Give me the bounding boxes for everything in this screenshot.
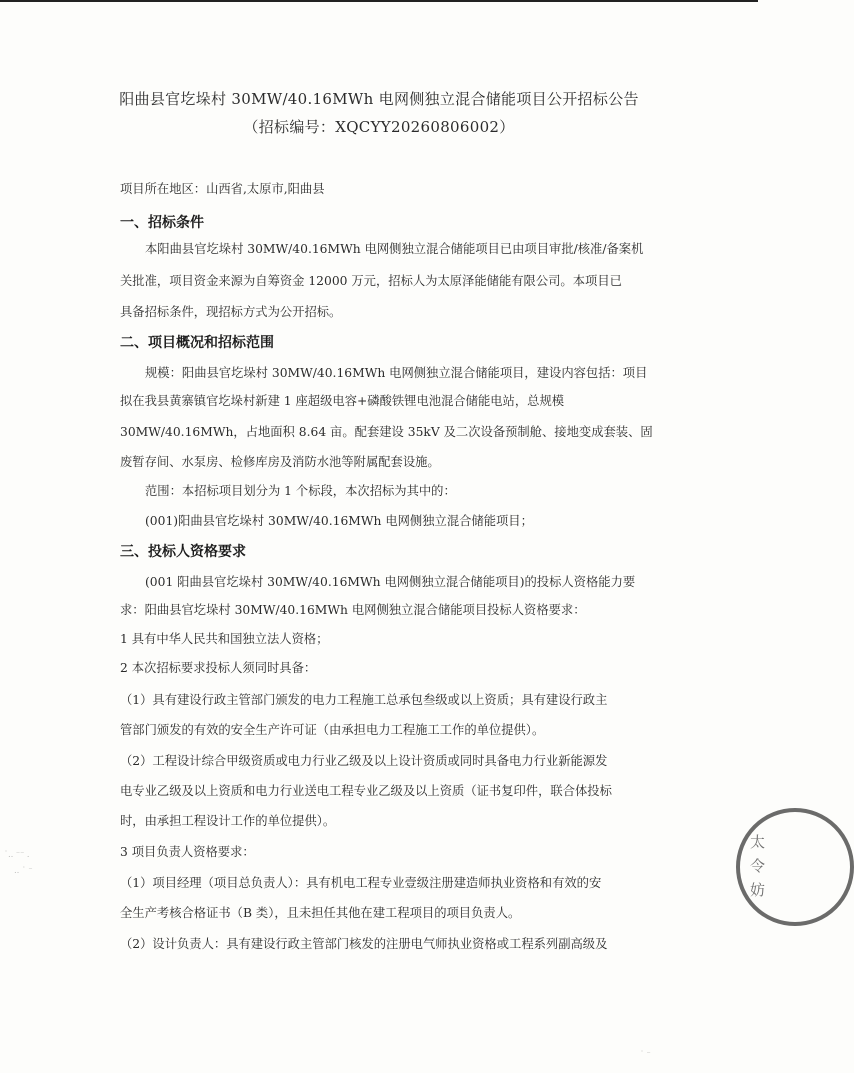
project-region: 项目所在地区：山西省,太原市,阳曲县 bbox=[120, 182, 325, 196]
paragraph-line: （2）设计负责人：具有建设行政主管部门核发的注册电气师执业资格或工程系列副高级及 bbox=[120, 937, 608, 951]
paragraph-line: (001 阳曲县官圪垛村 30MW/40.16MWh 电网侧独立混合储能项目)的投标人资格能力要 bbox=[145, 575, 636, 589]
paragraph-line: 全生产考核合格证书（B 类），且未担任其他在建工程项目的项目负责人。 bbox=[120, 906, 521, 920]
paragraph-line: 2 本次招标要求投标人须同时具备： bbox=[120, 661, 317, 675]
scan-artifact: ˙ ⁻ bbox=[640, 1050, 651, 1059]
paragraph-line: （1）具有建设行政主管部门颁发的电力工程施工总承包叁级或以上资质；具有建设行政主 bbox=[120, 693, 608, 707]
scan-artifact: ‥ ˙ ⁻ bbox=[14, 866, 33, 875]
paragraph-line: 电专业乙级及以上资质和电力行业送电工程专业乙级及以上资质（证书复印件，联合体投标 bbox=[120, 784, 612, 798]
paragraph-line: 废暂存间、水泵房、检修库房及消防水池等附属配套设施。 bbox=[120, 455, 440, 469]
seal-char: 令 bbox=[750, 857, 766, 875]
seal-char: 妨 bbox=[750, 881, 766, 899]
paragraph-line: 时，由承担工程设计工作的单位提供）。 bbox=[120, 814, 336, 828]
paragraph-line: 30MW/40.16MWh，占地面积 8.64 亩。配套建设 35kV 及二次设备预制舱、接地变成套装、固 bbox=[120, 425, 653, 439]
section-heading-2: 二、项目概况和招标范围 bbox=[120, 335, 274, 351]
paragraph-line: 关批准，项目资金来源为自筹资金 12000 万元，招标人为太原泽能储能有限公司。本项目已 bbox=[120, 274, 622, 288]
paragraph-line: 本阳曲县官圪垛村 30MW/40.16MWh 电网侧独立混合储能项目已由项目审批/核准/备案机 bbox=[145, 242, 644, 256]
paragraph-line: 3 项目负责人资格要求： bbox=[120, 845, 255, 859]
paragraph-line: （2）工程设计综合甲级资质或电力行业乙级及以上设计资质或同时具备电力行业新能源发 bbox=[120, 754, 608, 768]
section-heading-1: 一、招标条件 bbox=[120, 215, 204, 231]
seal-text bbox=[750, 830, 770, 910]
paragraph-line: 范围：本招标项目划分为 1 个标段，本次招标为其中的： bbox=[145, 484, 456, 498]
paragraph-line: 拟在我县黄寨镇官圪垛村新建 1 座超级电容+磷酸铁锂电池混合储能电站，总规模 bbox=[120, 394, 565, 408]
tender-number: （招标编号：XQCYY20260806002） bbox=[243, 118, 515, 136]
paragraph-line: （1）项目经理（项目总负责人）：具有机电工程专业壹级注册建造师执业资格和有效的安 bbox=[120, 876, 602, 890]
seal-char: 太 bbox=[750, 833, 766, 851]
paragraph-line: 具备招标条件，现招标方式为公开招标。 bbox=[120, 305, 342, 319]
paragraph-line: (001)阳曲县官圪垛村 30MW/40.16MWh 电网侧独立混合储能项目； bbox=[145, 514, 533, 528]
paragraph-line: 规模：阳曲县官圪垛村 30MW/40.16MWh 电网侧独立混合储能项目，建设内容包括：项目 bbox=[145, 366, 648, 380]
section-heading-3: 三、投标人资格要求 bbox=[120, 544, 246, 560]
document-title: 阳曲县官圪垛村 30MW/40.16MWh 电网侧独立混合储能项目公开招标公告 bbox=[119, 90, 639, 108]
paragraph-line: 求：阳曲县官圪垛村 30MW/40.16MWh 电网侧独立混合储能项目投标人资格要求： bbox=[120, 603, 586, 617]
paragraph-line: 1 具有中华人民共和国独立法人资格； bbox=[120, 632, 329, 646]
scan-artifact: ˙‥ ⁻⁻ . bbox=[4, 850, 30, 859]
paragraph-line: 管部门颁发的有效的安全生产许可证（由承担电力工程施工工作的单位提供）。 bbox=[120, 723, 545, 737]
top-border-line bbox=[0, 0, 758, 2]
